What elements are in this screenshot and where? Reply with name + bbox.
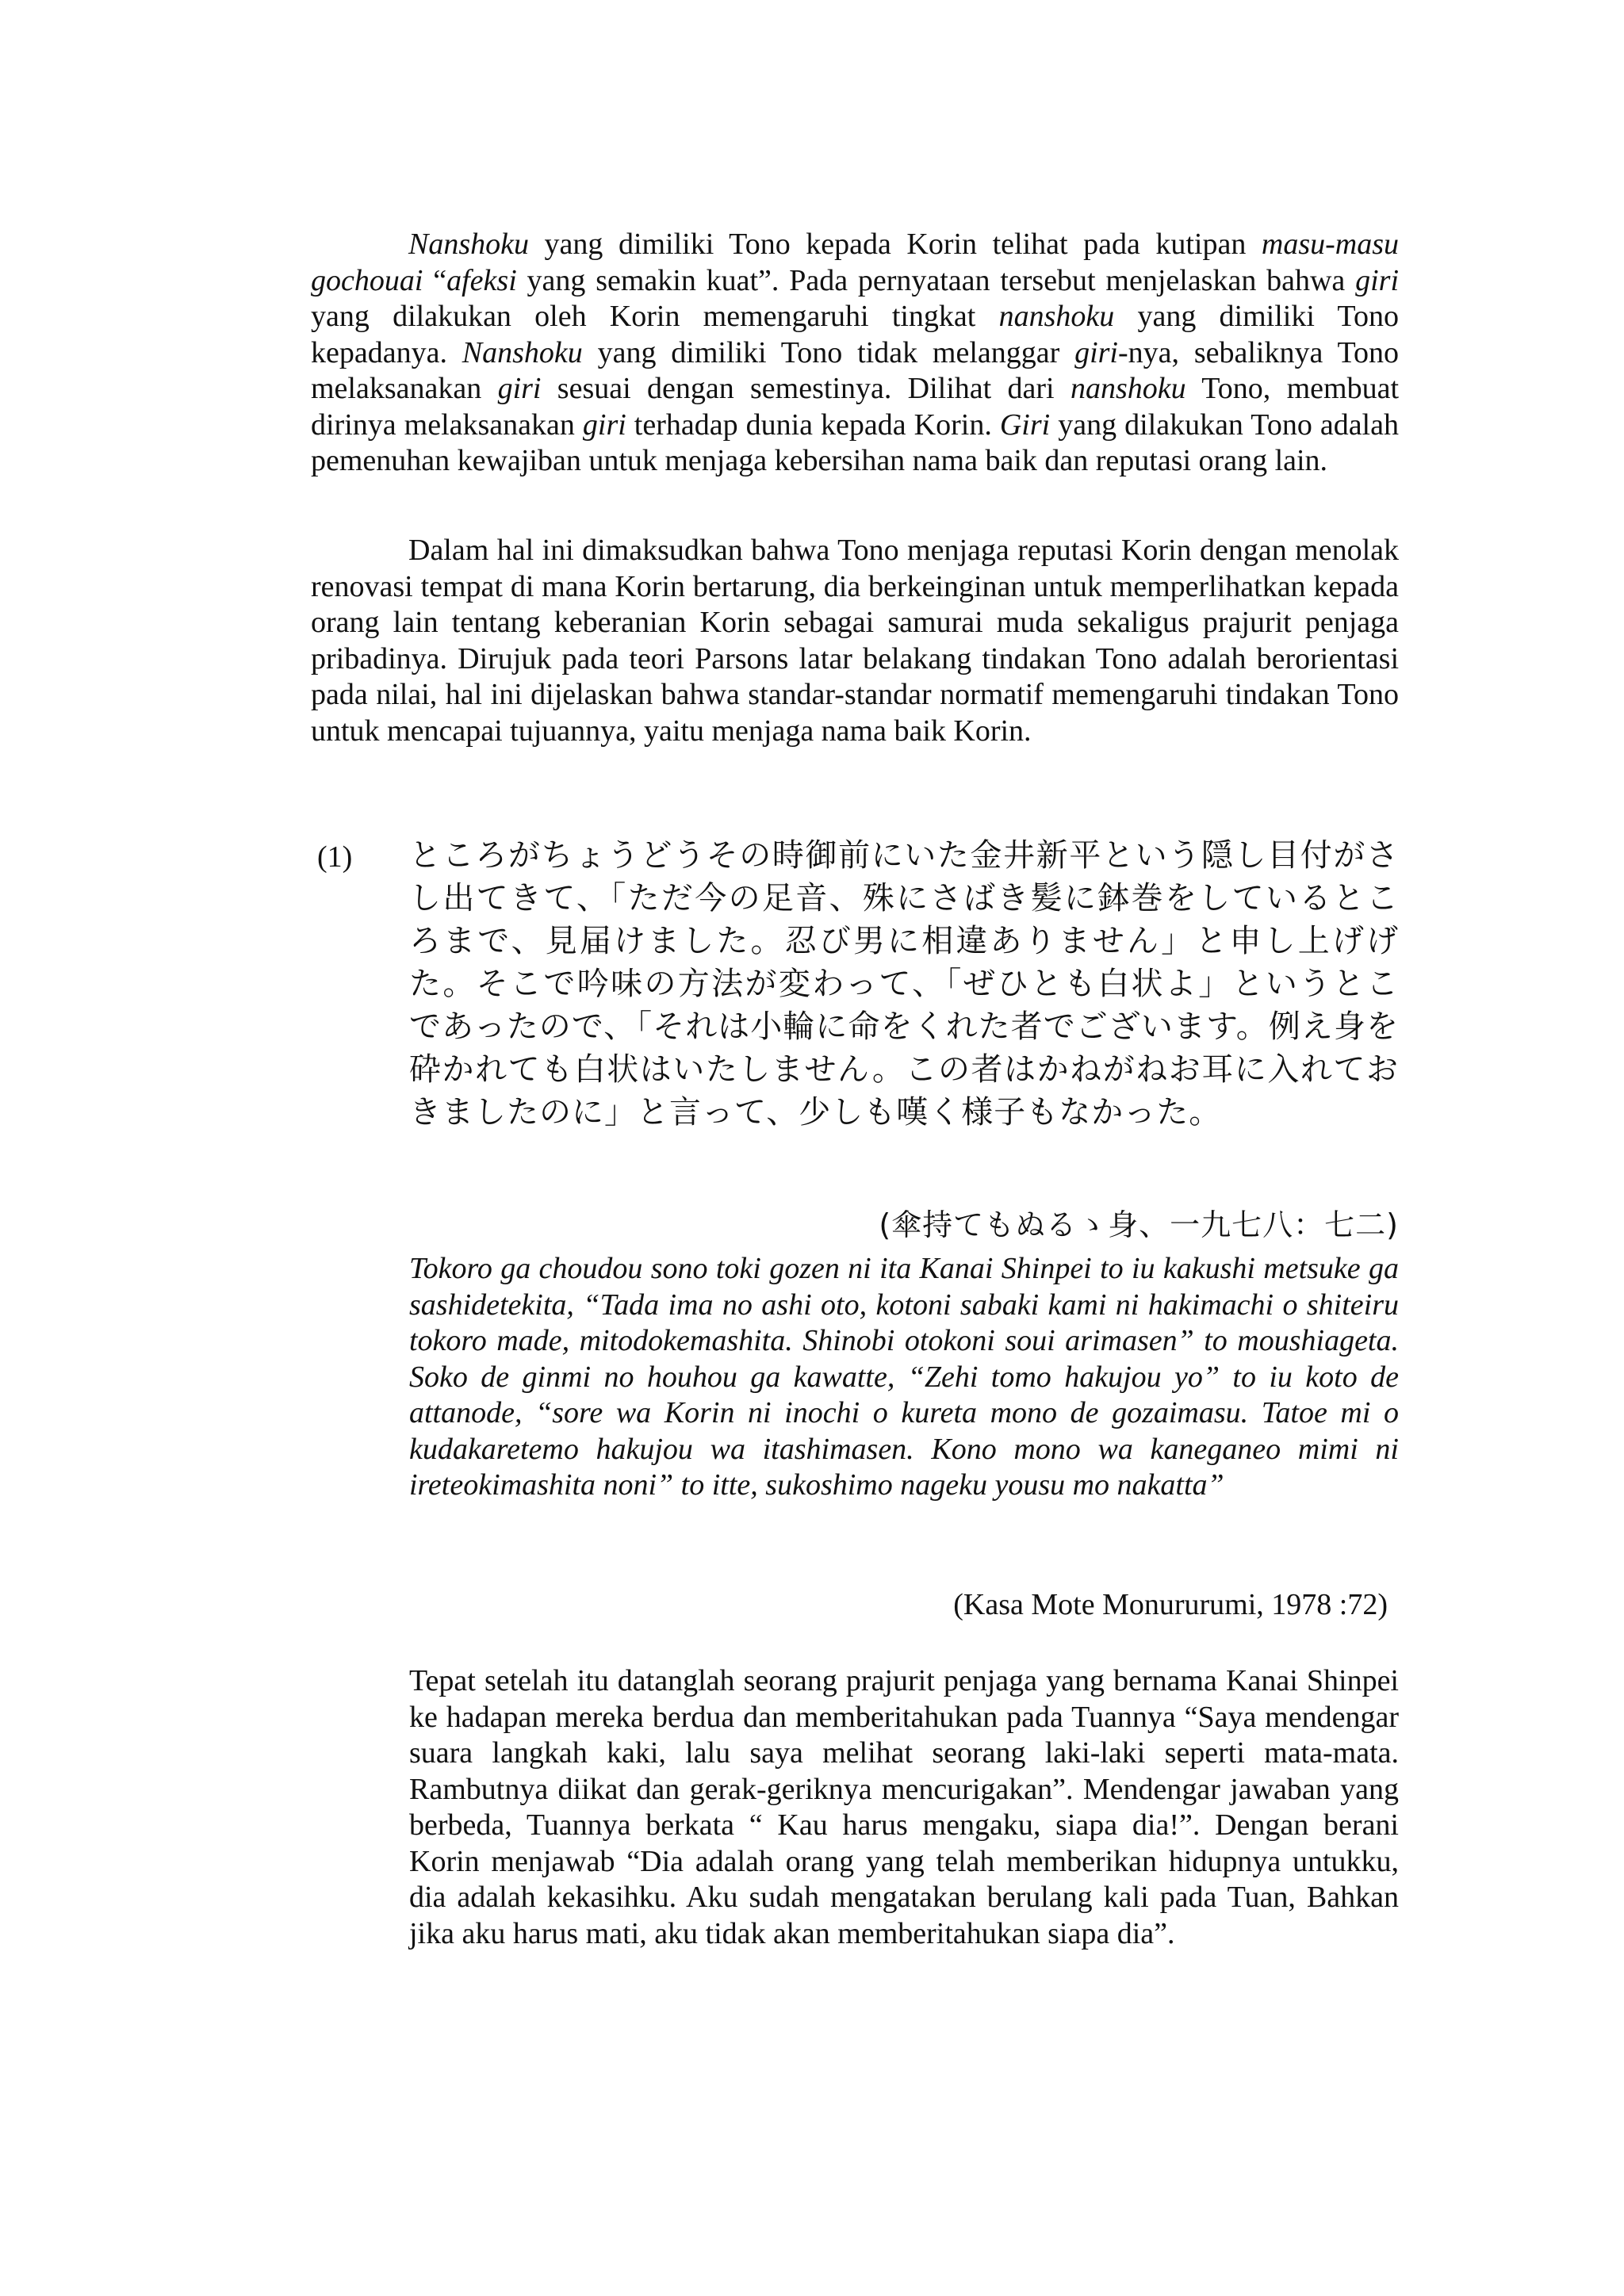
term-giri: giri (1355, 263, 1399, 297)
text-span: yang dilakukan oleh Korin memengaruhi tingkat (311, 300, 999, 333)
text-span: “ (423, 263, 447, 297)
term-masu-masu-gochouai: masu-masu gochouai (311, 228, 1399, 297)
term-giri: giri (497, 372, 542, 405)
text-span: sesuai dengan semestinya. Dilihat dari (541, 372, 1071, 405)
romaji-citation: (Kasa Mote Monururumi, 1978 :72) (953, 1588, 1388, 1621)
term-giri: Giri (999, 408, 1051, 442)
example-number: (1) (317, 840, 353, 874)
term-giri: giri (582, 408, 626, 442)
romaji-transliteration: Tokoro ga choudou sono toki gozen ni ita Kanai Shinpei to iu kakushi metsuke ga sashidetekita, “Tada ima no ashi oto, kotoni sabaki kami ni hakimachi o shiteiru tokoro made, mitodokemashita. Shinobi otokoni soui arimasen” to moushiageta. Soko de ginmi no houhou ga kawatte, “Zehi tomo hakujou yo” to iu koto de attanode, “sore wa Korin ni inochi o kureta mono de gozaimasu. Tatoe mi o kudakaretemo hakujou wa itashimasen. Kono mono wa kaneganeo mimi ni ireteokimashita noni” to itte, sukoshimo nageku yousu mo nakatta” (409, 1252, 1399, 1502)
paragraph-1 (311, 227, 1399, 480)
text-span: yang dilakukan Tono adalah pemenuhan kewajiban untuk menjaga kebersihan nama baik dan reputasi orang lain. (311, 408, 1399, 477)
term-nanshoku: Nanshoku (462, 335, 583, 369)
japanese-citation: (傘持てもぬるゝ身、一九七八：七二) (879, 1207, 1399, 1242)
text-span: Tono, membuat dirinya melaksanakan (311, 372, 1400, 442)
text-span: yang semakin kuat”. Pada pernyataan tersebut menjelaskan bahwa (516, 263, 1356, 297)
indonesian-translation: Tepat setelah itu datanglah seorang prajurit penjaga yang bernama Kanai Shinpei ke hadapan mereka berdua dan memberitahukan pada Tuannya “Saya mendengar suara langkah kaki, lalu saya melihat seorang laki-laki seperti mata-mata. Rambutnya diikat dan gerak-geriknya mencurigakan”. Mendengar jawaban yang berbeda, Tuannya berkata “ Kau harus mengaku, siapa dia!”. Dengan berani Korin menjawab “Dia adalah orang yang telah memberikan hidupnya untukku, dia adalah kekasihku. Aku sudah mengatakan berulang kali pada Tuan, Bahkan jika aku harus mati, aku tidak akan memberitahukan siapa dia”. (409, 1664, 1399, 1950)
term-nanshoku: nanshoku (998, 300, 1115, 333)
paragraph-2: Dalam hal ini dimaksudkan bahwa Tono menjaga reputasi Korin dengan menolak renovasi tempat di mana Korin bertarung, dia berkeinginan untuk memperlihatkan kepada orang lain tentang keberanian Korin sebagai samurai muda sekaligus prajurit penjaga pribadinya. Dirujuk pada teori Parsons latar belakang tindakan Tono adalah berorientasi pada nilai, hal ini dijelaskan bahwa standar-standar normatif memengaruhi tindakan Tono untuk mencapai tujuannya, yaitu menjaga nama baik Korin. (311, 534, 1399, 748)
text-span: terhadap dunia kepada Korin. (626, 408, 1000, 442)
term-afeksi: afeksi (446, 263, 517, 297)
term-giri: giri (1074, 335, 1118, 369)
text-span: yang dimiliki Tono kepada Korin telihat pada kutipan (529, 228, 1262, 261)
term-nanshoku: nanshoku (1070, 372, 1186, 405)
japanese-quote: ところがちょうどうその時御前にいた金井新平という隠し目付がさし出てきて、「ただ今の足音、殊にさばき髪に鉢巻をしているところまで、見届けました。忍び男に相違ありません」と申し上げげた。そこで吟味の方法が変わって、「ぜひとも白状よ」というとこであったので、「それは小輪に命をくれた者でございます。例え身を砕かれても白状はいたしません。この者はかねがねお耳に入れておきましたのに」と言って、少しも嘆く様子もなかった。 (409, 837, 1399, 1131)
term-nanshoku: Nanshoku (408, 228, 529, 261)
text-span: -nya, sebaliknya Tono melaksanakan (311, 335, 1399, 405)
text-span: yang dimiliki Tono tidak melanggar (582, 335, 1075, 369)
text-span: yang dimiliki Tono kepadanya. (311, 300, 1399, 369)
